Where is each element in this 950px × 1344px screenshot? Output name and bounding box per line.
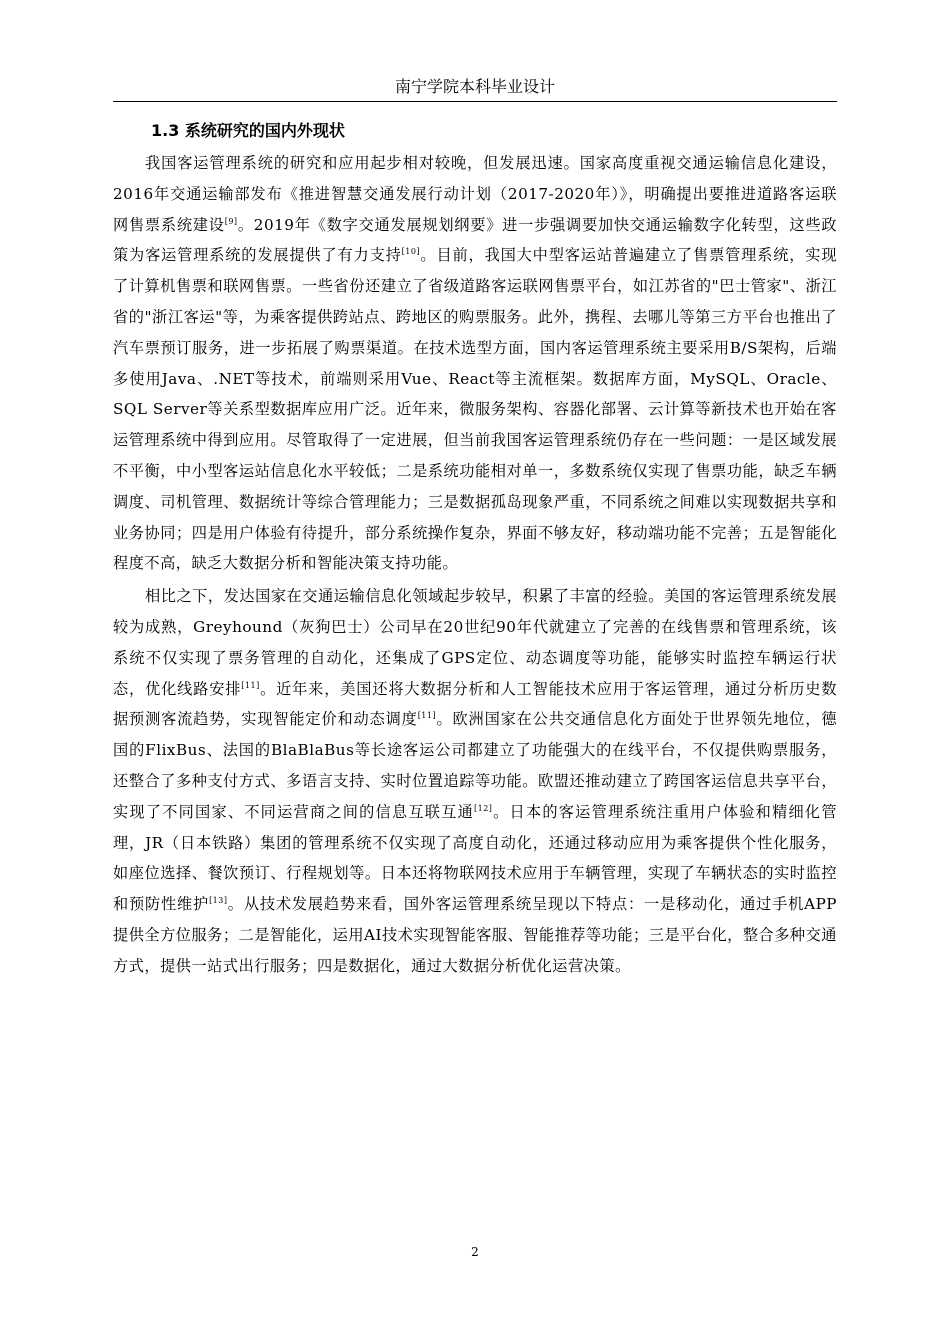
page-number: 2 (471, 1245, 479, 1259)
paragraph-text: 。目前，我国大中型客运站普遍建立了售票管理系统，实现了计算机售票和联网售票。一些省份还建立了省级道路客运联网售票平台，如江苏省的"巴士管家"、浙江省的"浙江客运"等，为乘客提供跨站点、跨地区的购票服务。此外，携程、去哪儿等第三方平台也推出了汽车票预订服务，进一步拓展了购票渠道。在技术选型方面，国内客运管理系统主要采用B/S架构，后端多使用Java、.NET等技术，前端则采用Vue、React等主流框架。数据库方面，MySQL、Oracle、SQL Server等关系型数据库应用广泛。近年来，微服务架构、容器化部署、云计算等新技术也开始在客运管理系统中得到应用。尽管取得了一定进展，但当前我国客运管理系统仍存在一些问题：一是区域发展不平衡，中小型客运站信息化水平较低；二是系统功能相对单一，多数系统仅实现了售票功能，缺乏车辆调度、司机管理、数据统计等综合管理能力；三是数据孤岛现象严重，不同系统之间难以实现数据共享和业务协同；四是用户体验有待提升，部分系统操作复杂，界面不够友好，移动端功能不完善；五是智能化程度不高，缺乏大数据分析和智能决策支持功能。 (113, 246, 838, 573)
section-heading: 1.3 系统研究的国内外现状 (151, 121, 345, 140)
citation-marker: [9] (224, 216, 238, 226)
citation-marker: [13] (209, 896, 228, 906)
citation-marker: [10] (401, 247, 421, 257)
paragraph-text: 。从技术发展趋势来看，国外客运管理系统呈现以下特点：一是移动化，通过手机APP提供全方位服务；二是智能化，运用AI技术实现智能客服、智能推荐等功能；三是平台化，整合多种交通方式，提供一站式出行服务；四是数据化，通过大数据分析优化运营决策。 (113, 895, 838, 975)
paragraph-text: 。欧洲国家在公共交通信息化方面处于世界领先地位，德国的FlixBus、法国的BlaBlaBus等长途客运公司都建立了功能强大的在线平台，不仅提供购票服务，还整合了多种支付方式、多语言支持、实时位置追踪等功能。欧盟还推动建立了跨国客运信息共享平台，实现了不同国家、不同运营商之间的信息互联互通 (113, 710, 838, 821)
paragraph-foreign-status (113, 581, 837, 981)
header-rule (113, 101, 837, 102)
paragraph-text: 。近年来，美国还将大数据分析和人工智能技术应用于客运管理，通过分析历史数据预测客流趋势，实现智能定价和动态调度 (113, 679, 838, 729)
paragraph-text: 我国客运管理系统的研究和应用起步相对较晚，但发展迅速。国家高度重视交通运输信息化建设，2016年交通运输部发布《推进智慧交通发展行动计划（2017-2020年）》，明确提出要推进道路客运联网售票系统建设 (113, 154, 837, 234)
running-header: 南宁学院本科毕业设计 (394, 77, 555, 96)
paragraph-domestic-status (113, 148, 837, 579)
paragraph-text: 。2019年《数字交通发展规划纲要》进一步强调要加快交通运输数字化转型，这些政策为客运管理系统的发展提供了有力支持 (113, 215, 838, 265)
citation-marker: [11] (417, 711, 437, 721)
citation-marker: [11] (241, 680, 260, 690)
paragraph-text: 。日本的客运管理系统注重用户体验和精细化管理，JR（日本铁路）集团的管理系统不仅实现了高度自动化，还通过移动应用为乘客提供个性化服务，如座位选择、餐饮预订、行程规划等。日本还将物联网技术应用于车辆管理，实现了车辆状态的实时监控和预防性维护 (113, 802, 838, 914)
paragraph-text: 相比之下，发达国家在交通运输信息化领域起步较早，积累了丰富的经验。美国的客运管理系统发展较为成熟，Greyhound（灰狗巴士）公司早在20世纪90年代就建立了完善的在线售票和管理系统，该系统不仅实现了票务管理的自动化，还集成了GPS定位、动态调度等功能，能够实时监控车辆运行状态，优化线路安排 (113, 587, 837, 698)
page-body (113, 117, 837, 982)
citation-marker: [12] (474, 803, 493, 813)
